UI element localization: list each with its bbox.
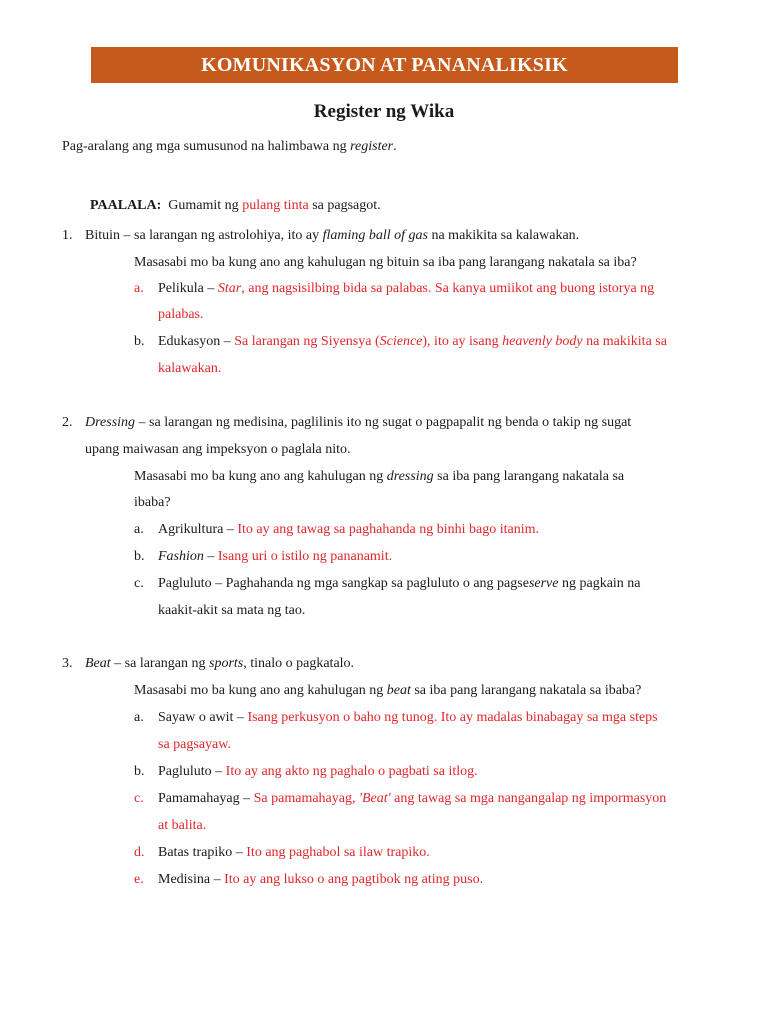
t: ng pagkain na — [558, 576, 641, 591]
t: na makikita sa kalawakan. — [427, 228, 580, 243]
item2-b-marker: b. — [134, 549, 145, 564]
item2-definition-cont: upang maiwasan ang impeksyon o paglala nito. — [85, 442, 351, 457]
item1-a-cont: palabas. — [158, 307, 204, 322]
item2-c-marker: c. — [134, 576, 144, 591]
item3-d — [158, 845, 430, 861]
intro-em: register — [350, 139, 394, 154]
t: Sa larangan ng Siyensya ( — [234, 334, 380, 349]
t: Ito ay ang lukso o ang pagtibok ng ating puso. — [224, 872, 484, 887]
t: – sa larangan ng — [110, 656, 210, 671]
t: Beat — [85, 656, 111, 671]
t: Pagluluto – — [158, 764, 226, 779]
item2-c-cont: kaakit-akit sa mata ng tao. — [158, 603, 306, 618]
item3-a-cont: sa pagsayaw. — [158, 737, 231, 752]
item3-c — [158, 791, 666, 807]
t: Isang perkusyon o baho ng tunog. Ito ay madalas binabagay sa mga steps — [247, 710, 658, 725]
t: Pamamahayag – — [158, 791, 254, 806]
t: beat — [386, 683, 411, 698]
item3-d-marker: d. — [134, 845, 145, 860]
note-red: pulang tinta — [242, 198, 309, 213]
intro-post: . — [393, 139, 397, 154]
title-banner: KOMUNIKASYON AT PANANALIKSIK — [91, 47, 678, 83]
item1-number: 1. — [62, 228, 73, 243]
t: na makikita sa — [582, 334, 667, 349]
item3-b — [158, 764, 478, 780]
t: , tinalo o pagkatalo. — [243, 656, 355, 671]
note — [90, 198, 381, 214]
t: Science — [379, 334, 423, 349]
note-pre: Gumamit ng — [168, 198, 243, 213]
item2-question-cont: ibaba? — [134, 495, 171, 510]
t: sa iba pang larangang nakatala sa ibaba? — [410, 683, 642, 698]
page-title: Register ng Wika — [313, 101, 455, 122]
t: Pelikula – — [158, 281, 218, 296]
item1-b-marker: b. — [134, 334, 145, 349]
t: Medisina – — [158, 872, 225, 887]
t: Ito ang paghabol sa ilaw trapiko. — [246, 845, 430, 860]
t: Sayaw o awit – — [158, 710, 248, 725]
item3-a — [158, 710, 658, 726]
t: Bituin – sa larangan ng astrolohiya, ito ay — [85, 228, 323, 243]
item1-b-cont: kalawakan. — [158, 361, 222, 376]
t: – — [203, 549, 218, 564]
t: sa iba pang larangang nakatala sa — [433, 469, 625, 484]
intro-pre: Pag-aralang ang mga sumusunod na halimbawa ng — [62, 139, 351, 154]
item3-definition — [85, 656, 354, 672]
t: serve — [528, 576, 559, 591]
item3-number: 3. — [62, 656, 73, 671]
t: Isang uri o istilo ng pananamit. — [217, 549, 393, 564]
t: Masasabi mo ba kung ano ang kahulugan ng — [134, 683, 387, 698]
t: Batas trapiko – — [158, 845, 247, 860]
t: Ito ay ang tawag sa paghahanda ng binhi bago itanim. — [237, 522, 540, 537]
t: Star — [217, 281, 242, 296]
item2-number: 2. — [62, 415, 73, 430]
t: Fashion — [158, 549, 204, 564]
t: ), ito ay isang — [422, 334, 503, 349]
t: ang tawag sa mga nangangalap ng impormasyon — [390, 791, 667, 806]
t: , ang nagsisilbing bida sa palabas. Sa kanya umiikot ang buong istorya ng — [241, 281, 655, 296]
t: Sa pamamahayag, — [253, 791, 359, 806]
t: Edukasyon – — [158, 334, 235, 349]
item3-b-marker: b. — [134, 764, 145, 779]
note-post: sa pagsagot. — [308, 198, 381, 213]
item1-b — [158, 334, 667, 350]
t: heavenly body — [502, 334, 583, 349]
item3-e-marker: e. — [134, 872, 144, 887]
item2-question — [134, 469, 624, 485]
t: 'Beat' — [359, 791, 391, 806]
t: Masasabi mo ba kung ano ang kahulugan ng — [134, 469, 387, 484]
t: dressing — [386, 469, 434, 484]
t: Dressing — [85, 415, 136, 430]
t: Ito ay ang akto ng paghalo o pagbati sa itlog. — [225, 764, 478, 779]
t: Pagluluto – Paghahanda ng mga sangkap sa pagluluto o ang pagse — [158, 576, 529, 591]
item1-question: Masasabi mo ba kung ano ang kahulugan ng bituin sa iba pang larangang nakatala sa iba? — [134, 255, 637, 270]
t: sports — [209, 656, 244, 671]
item3-c-marker: c. — [134, 791, 144, 806]
item3-a-marker: a. — [134, 710, 144, 725]
item2-definition — [85, 415, 631, 431]
item3-e — [158, 872, 483, 888]
intro-text — [62, 139, 397, 155]
item3-question — [134, 683, 641, 699]
item3-c-cont: at balita. — [158, 818, 207, 833]
item2-a — [158, 522, 539, 538]
item1-definition — [85, 228, 579, 244]
t: Agrikultura – — [158, 522, 238, 537]
t: – sa larangan ng medisina, paglilinis ito ng sugat o pagpapalit ng benda o takip ng sugat — [135, 415, 632, 430]
note-label: PAALALA: — [90, 198, 162, 213]
item1-a-marker: a. — [134, 281, 144, 296]
item2-a-marker: a. — [134, 522, 144, 537]
item1-a — [158, 281, 654, 297]
item2-c — [158, 576, 641, 592]
item2-b — [158, 549, 392, 565]
t: flaming ball of gas — [322, 228, 428, 243]
